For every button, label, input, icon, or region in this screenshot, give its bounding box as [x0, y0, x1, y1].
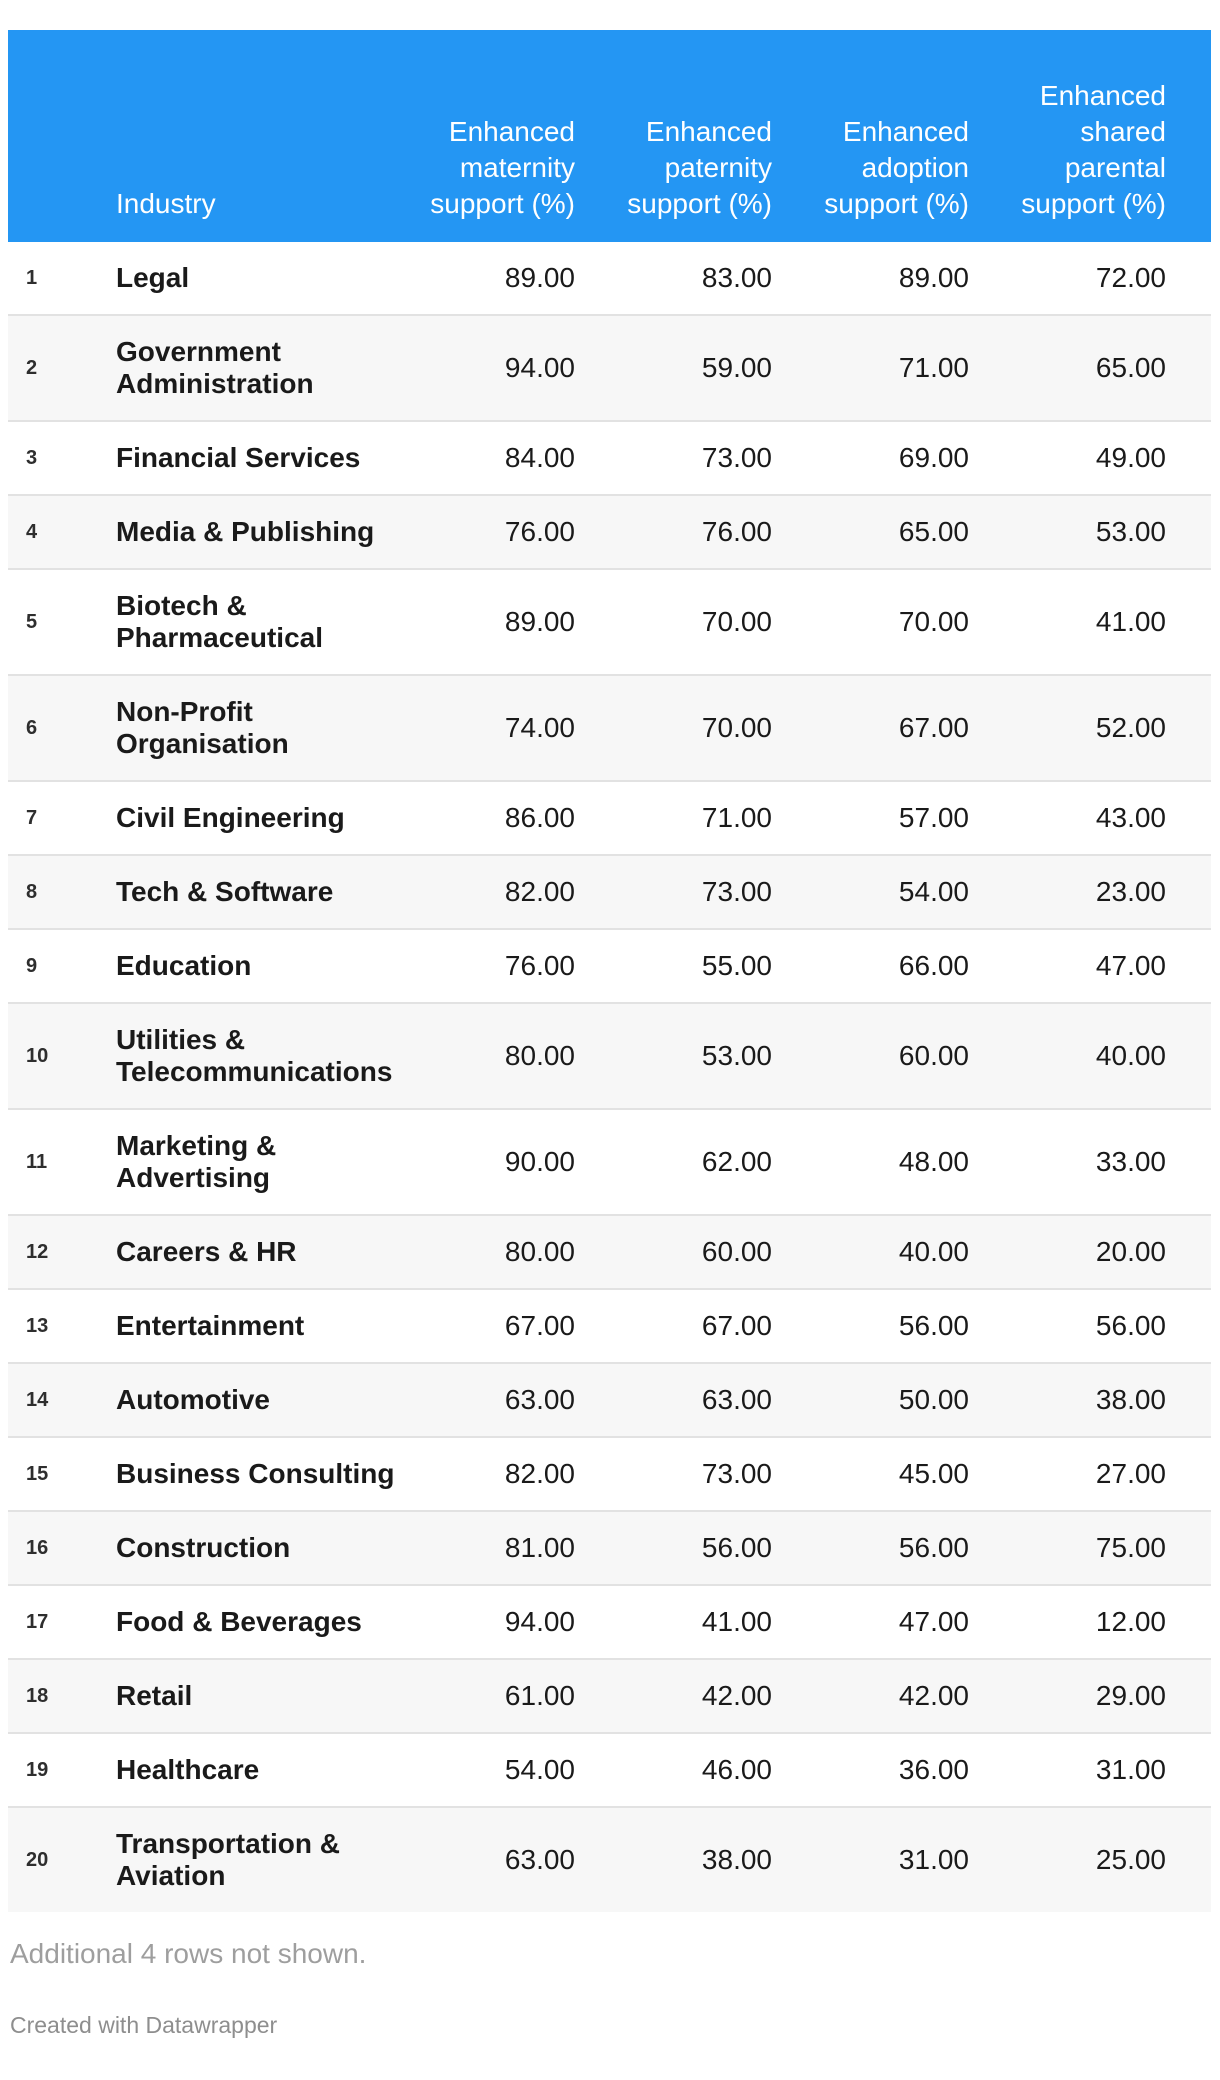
value-cell: 52.00: [1095, 712, 1166, 743]
table-row: [8, 495, 1211, 569]
industry-cell: Careers & HR: [116, 1236, 297, 1267]
value-cell: 54.00: [504, 1754, 575, 1785]
value-cell: 46.00: [701, 1754, 772, 1785]
industry-cell: Tech & Software: [116, 876, 334, 907]
value-cell: 73.00: [701, 442, 772, 473]
table-row: [8, 781, 1211, 855]
industry-cell: Financial Services: [116, 442, 361, 473]
value-cell: 70.00: [898, 606, 969, 637]
table-row: [8, 1659, 1211, 1733]
row-number: 6: [26, 717, 38, 739]
table-row: [8, 1289, 1211, 1363]
value-cell: 63.00: [504, 1844, 575, 1875]
industry-cell: Healthcare: [116, 1754, 260, 1785]
value-cell: 60.00: [898, 1040, 969, 1071]
value-cell: 70.00: [701, 606, 772, 637]
value-cell: 73.00: [701, 1458, 772, 1489]
value-cell: 82.00: [504, 876, 575, 907]
row-number: 10: [26, 1045, 49, 1067]
row-number: 3: [26, 447, 38, 469]
table-row: [8, 1215, 1211, 1289]
industry-cell: Marketing & Advertising: [116, 1130, 277, 1193]
value-cell: 89.00: [504, 262, 575, 293]
value-cell: 43.00: [1095, 802, 1166, 833]
value-cell: 89.00: [898, 262, 969, 293]
industry-cell: Food & Beverages: [116, 1606, 362, 1637]
value-cell: 12.00: [1095, 1606, 1166, 1637]
value-cell: 41.00: [1095, 606, 1166, 637]
industry-cell: Utilities & Telecommunications: [116, 1024, 393, 1087]
value-cell: 41.00: [701, 1606, 772, 1637]
column-header-shared-parental: Enhanced shared parental support (%): [1014, 30, 1211, 242]
industry-cell: Biotech & Pharmaceutical: [116, 590, 323, 653]
column-header-paternity: Enhanced paternity support (%): [620, 30, 817, 242]
industry-cell: Media & Publishing: [116, 516, 375, 547]
table-row: [8, 1003, 1211, 1109]
value-cell: 49.00: [1095, 442, 1166, 473]
industry-cell: Transportation & Aviation: [116, 1828, 341, 1891]
value-cell: 63.00: [504, 1384, 575, 1415]
row-number: 5: [26, 611, 38, 633]
value-cell: 80.00: [504, 1236, 575, 1267]
column-header-rank: [8, 30, 116, 242]
value-cell: 56.00: [701, 1532, 772, 1563]
industry-cell: Entertainment: [116, 1310, 305, 1341]
table-row: [8, 675, 1211, 781]
value-cell: 76.00: [701, 516, 772, 547]
datawrapper-credit[interactable]: Created with Datawrapper: [10, 2012, 278, 2038]
value-cell: 54.00: [898, 876, 969, 907]
value-cell: 74.00: [504, 712, 575, 743]
value-cell: 81.00: [504, 1532, 575, 1563]
value-cell: 63.00: [701, 1384, 772, 1415]
row-number: 12: [26, 1241, 49, 1263]
value-cell: 56.00: [898, 1310, 969, 1341]
table-row: [8, 1585, 1211, 1659]
value-cell: 36.00: [898, 1754, 969, 1785]
row-number: 8: [26, 881, 38, 903]
industry-cell: Education: [116, 950, 252, 981]
table-row: [8, 1437, 1211, 1511]
value-cell: 90.00: [504, 1146, 575, 1177]
table-header: [8, 30, 1211, 242]
value-cell: 86.00: [504, 802, 575, 833]
value-cell: 38.00: [1095, 1384, 1166, 1415]
industry-cell: Automotive: [116, 1384, 270, 1415]
value-cell: 38.00: [701, 1844, 772, 1875]
value-cell: 31.00: [1095, 1754, 1166, 1785]
value-cell: 55.00: [701, 950, 772, 981]
table-row: [8, 421, 1211, 495]
value-cell: 25.00: [1095, 1844, 1166, 1875]
value-cell: 67.00: [504, 1310, 575, 1341]
industry-cell: Civil Engineering: [116, 802, 345, 833]
value-cell: 42.00: [898, 1680, 969, 1711]
data-table: [8, 30, 1211, 1912]
row-number: 7: [26, 807, 38, 829]
table-row: [8, 1109, 1211, 1215]
value-cell: 72.00: [1095, 262, 1166, 293]
table-row: [8, 315, 1211, 421]
value-cell: 47.00: [1095, 950, 1166, 981]
row-number: 18: [26, 1685, 49, 1707]
value-cell: 65.00: [898, 516, 969, 547]
table-row: [8, 1733, 1211, 1807]
value-cell: 67.00: [701, 1310, 772, 1341]
value-cell: 80.00: [504, 1040, 575, 1071]
value-cell: 65.00: [1095, 352, 1166, 383]
value-cell: 71.00: [701, 802, 772, 833]
row-number: 1: [26, 267, 38, 289]
value-cell: 69.00: [898, 442, 969, 473]
table-row: [8, 929, 1211, 1003]
column-header-industry: Industry: [116, 30, 423, 242]
value-cell: 31.00: [898, 1844, 969, 1875]
value-cell: 89.00: [504, 606, 575, 637]
row-number: 4: [26, 521, 38, 543]
table-body: [8, 242, 1211, 1912]
value-cell: 20.00: [1095, 1236, 1166, 1267]
value-cell: 56.00: [1095, 1310, 1166, 1341]
row-number: 19: [26, 1759, 49, 1781]
value-cell: 62.00: [701, 1146, 772, 1177]
value-cell: 71.00: [898, 352, 969, 383]
value-cell: 60.00: [701, 1236, 772, 1267]
value-cell: 48.00: [898, 1146, 969, 1177]
value-cell: 76.00: [504, 950, 575, 981]
value-cell: 27.00: [1095, 1458, 1166, 1489]
value-cell: 53.00: [701, 1040, 772, 1071]
row-number: 17: [26, 1611, 49, 1633]
value-cell: 59.00: [701, 352, 772, 383]
value-cell: 61.00: [504, 1680, 575, 1711]
value-cell: 45.00: [898, 1458, 969, 1489]
value-cell: 84.00: [504, 442, 575, 473]
row-number: 15: [26, 1463, 49, 1485]
row-number: 11: [26, 1151, 48, 1173]
table-row: [8, 855, 1211, 929]
table-row: [8, 1807, 1211, 1912]
header-row: [8, 30, 1211, 242]
value-cell: 40.00: [1095, 1040, 1166, 1071]
rows-not-shown-note: Additional 4 rows not shown.: [10, 1938, 367, 1969]
industry-cell: Business Consulting: [116, 1458, 395, 1489]
value-cell: 67.00: [898, 712, 969, 743]
value-cell: 50.00: [898, 1384, 969, 1415]
row-number: 9: [26, 955, 38, 977]
value-cell: 83.00: [701, 262, 772, 293]
value-cell: 42.00: [701, 1680, 772, 1711]
value-cell: 66.00: [898, 950, 969, 981]
row-number: 13: [26, 1315, 49, 1337]
value-cell: 53.00: [1095, 516, 1166, 547]
value-cell: 94.00: [504, 1606, 575, 1637]
table-row: [8, 1363, 1211, 1437]
value-cell: 33.00: [1095, 1146, 1166, 1177]
industry-cell: Government Administration: [116, 336, 314, 399]
value-cell: 29.00: [1095, 1680, 1166, 1711]
column-header-maternity: Enhanced maternity support (%): [423, 30, 620, 242]
column-header-adoption: Enhanced adoption support (%): [817, 30, 1014, 242]
value-cell: 70.00: [701, 712, 772, 743]
value-cell: 75.00: [1095, 1532, 1166, 1563]
row-number: 16: [26, 1537, 49, 1559]
value-cell: 40.00: [898, 1236, 969, 1267]
row-number: 14: [26, 1389, 49, 1411]
value-cell: 23.00: [1095, 876, 1166, 907]
value-cell: 76.00: [504, 516, 575, 547]
value-cell: 82.00: [504, 1458, 575, 1489]
value-cell: 73.00: [701, 876, 772, 907]
table-row: [8, 569, 1211, 675]
row-number: 20: [26, 1849, 49, 1871]
industry-cell: Legal: [116, 262, 190, 293]
value-cell: 57.00: [898, 802, 969, 833]
industry-cell: Retail: [116, 1680, 193, 1711]
row-number: 2: [26, 357, 38, 379]
table-row: [8, 1511, 1211, 1585]
value-cell: 56.00: [898, 1532, 969, 1563]
value-cell: 94.00: [504, 352, 575, 383]
table-row: [8, 242, 1211, 315]
industry-cell: Construction: [116, 1532, 291, 1563]
industry-cell: Non-Profit Organisation: [116, 696, 289, 759]
value-cell: 47.00: [898, 1606, 969, 1637]
